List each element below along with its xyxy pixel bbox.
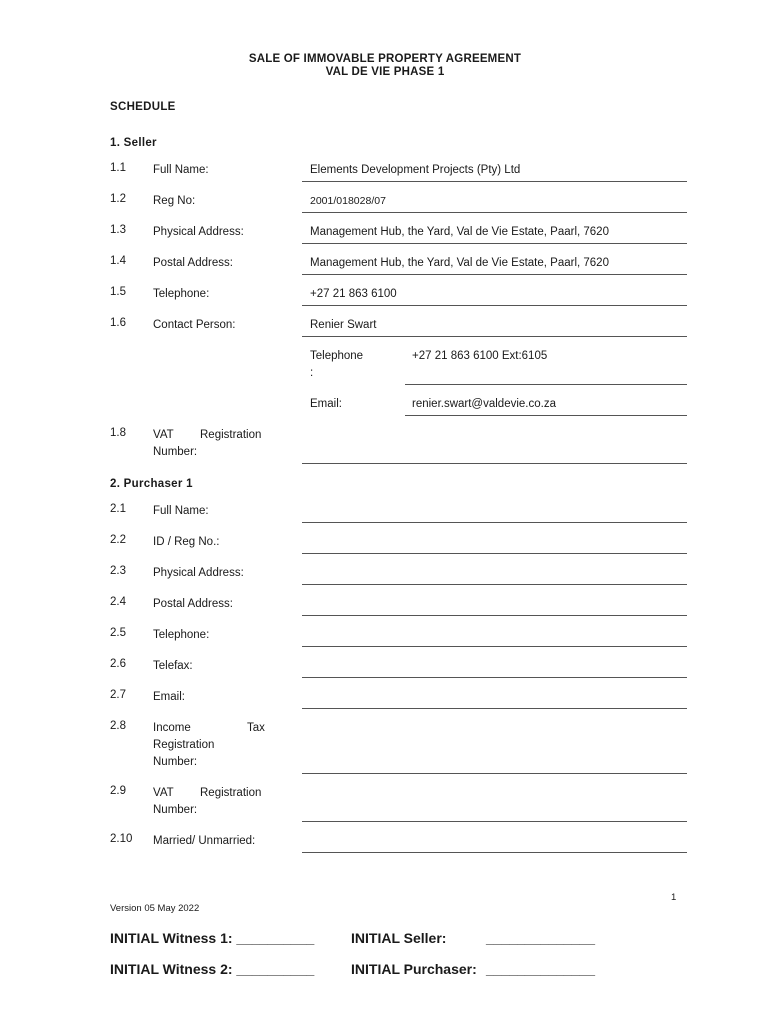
purchaser-heading: 2. Purchaser 1 [110,478,193,490]
purchaser-telephone-line[interactable] [302,646,687,647]
contact-email-line [405,415,687,416]
seller-physical-address-line [302,243,687,244]
purchaser-income-tax-label-c: Registration [153,739,215,751]
seller-vat-label-c: Number: [153,446,198,458]
purchaser-full-name-line[interactable] [302,522,687,523]
seller-physical-address-label: Physical Address: [153,226,244,238]
purchaser-physical-address-line[interactable] [302,584,687,585]
seller-reg-no-label: Reg No: [153,195,196,207]
seller-reg-no-number: 1.2 [110,193,126,205]
initial-seller-blank[interactable]: ______________ [486,930,596,946]
purchaser-vat-line[interactable] [302,821,687,822]
purchaser-postal-address-label: Postal Address: [153,598,233,610]
seller-vat-line[interactable] [302,463,687,464]
purchaser-income-tax-label-d: Number: [153,756,198,768]
seller-reg-no-line [302,212,687,213]
purchaser-physical-address-label: Physical Address: [153,567,244,579]
purchaser-email-number: 2.7 [110,689,126,701]
purchaser-income-tax-label-a: Income [153,722,191,734]
seller-physical-address-number: 1.3 [110,224,126,236]
initial-seller-label: INITIAL Seller: [351,930,447,946]
purchaser-vat-label-b: Registration [200,787,262,799]
seller-vat-label-b: Registration [200,429,262,441]
seller-telephone-line [302,305,687,306]
seller-reg-no-value[interactable]: 2001/018028/07 [310,195,386,207]
contact-email-label: Email: [310,398,342,410]
seller-postal-address-line [302,274,687,275]
seller-full-name-label: Full Name: [153,164,209,176]
purchaser-full-name-number: 2.1 [110,503,126,515]
seller-full-name-value[interactable]: Elements Development Projects (Pty) Ltd [310,164,521,176]
seller-telephone-label: Telephone: [153,288,210,300]
contact-telephone-label: Telephone [310,350,364,362]
seller-postal-address-label: Postal Address: [153,257,233,269]
purchaser-income-tax-number: 2.8 [110,720,126,732]
purchaser-married-line[interactable] [302,852,687,853]
purchaser-id-label: ID / Reg No.: [153,536,220,548]
contact-telephone-line [405,384,687,385]
seller-vat-number: 1.8 [110,427,126,439]
seller-postal-address-value[interactable]: Management Hub, the Yard, Val de Vie Estate, Paarl, 7620 [310,257,609,269]
seller-full-name-number: 1.1 [110,162,126,174]
initial-purchaser-label: INITIAL Purchaser: [351,961,477,977]
contact-email-value[interactable]: renier.swart@valdevie.co.za [412,398,556,410]
purchaser-telefax-line[interactable] [302,677,687,678]
purchaser-email-label: Email: [153,691,185,703]
seller-contact-person-line [302,336,687,337]
document-subtitle: VAL DE VIE PHASE 1 [325,66,445,78]
purchaser-telefax-label: Telefax: [153,660,193,672]
contact-telephone-colon: : [310,367,314,379]
schedule-heading: SCHEDULE [110,101,176,113]
initial-purchaser-blank[interactable]: ______________ [486,961,596,977]
contact-telephone-value[interactable]: +27 21 863 6100 Ext:6105 [412,350,548,362]
document-title: SALE OF IMMOVABLE PROPERTY AGREEMENT [248,53,522,65]
purchaser-telephone-label: Telephone: [153,629,210,641]
purchaser-income-tax-line[interactable] [302,773,687,774]
purchaser-physical-address-number: 2.3 [110,565,126,577]
purchaser-full-name-label: Full Name: [153,505,209,517]
seller-contact-person-label: Contact Person: [153,319,236,331]
version-text: Version 05 May 2022 [110,903,200,914]
purchaser-postal-address-number: 2.4 [110,596,126,608]
initial-witness-2[interactable]: INITIAL Witness 2: __________ [110,961,315,977]
purchaser-email-line[interactable] [302,708,687,709]
page-number: 1 [671,892,677,903]
purchaser-income-tax-label-b: Tax [247,722,265,734]
seller-contact-person-value[interactable]: Renier Swart [310,319,377,331]
purchaser-telefax-number: 2.6 [110,658,126,670]
seller-postal-address-number: 1.4 [110,255,126,267]
purchaser-vat-label-a: VAT [153,787,174,799]
purchaser-id-line[interactable] [302,553,687,554]
purchaser-postal-address-line[interactable] [302,615,687,616]
purchaser-vat-number: 2.9 [110,785,126,797]
purchaser-married-number: 2.10 [110,833,133,845]
purchaser-telephone-number: 2.5 [110,627,126,639]
seller-physical-address-value[interactable]: Management Hub, the Yard, Val de Vie Estate, Paarl, 7620 [310,226,609,238]
seller-telephone-number: 1.5 [110,286,126,298]
seller-telephone-value[interactable]: +27 21 863 6100 [310,288,397,300]
seller-heading: 1. Seller [110,137,157,149]
seller-full-name-line [302,181,687,182]
initial-witness-1[interactable]: INITIAL Witness 1: __________ [110,930,315,946]
seller-vat-label-a: VAT [153,429,174,441]
purchaser-married-label: Married/ Unmarried: [153,835,256,847]
purchaser-vat-label-c: Number: [153,804,198,816]
purchaser-id-number: 2.2 [110,534,126,546]
seller-contact-person-number: 1.6 [110,317,126,329]
